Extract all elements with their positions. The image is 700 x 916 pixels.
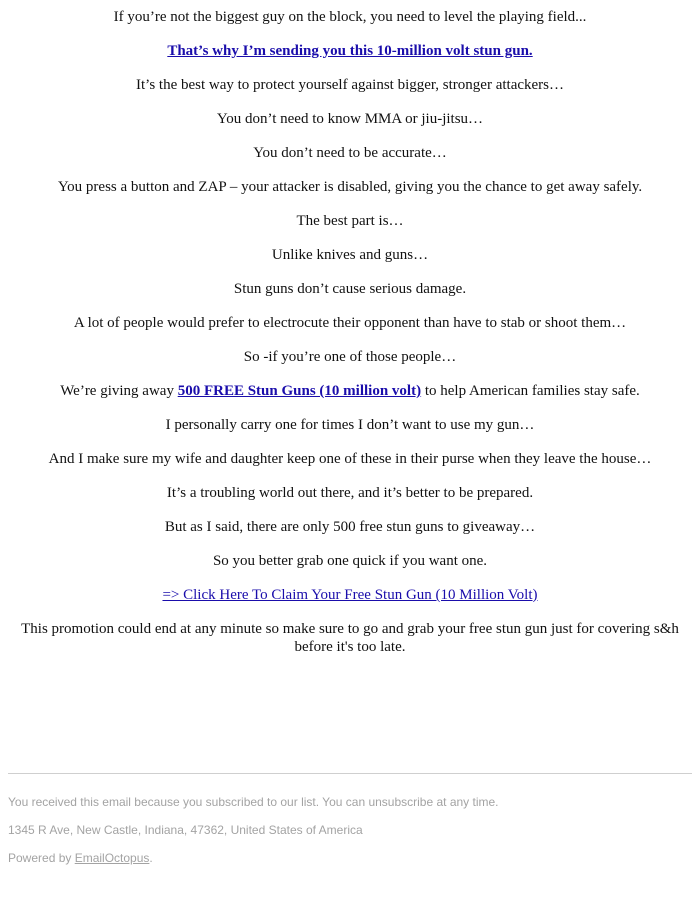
paragraph-no-accuracy: You don’t need to be accurate… [253, 145, 447, 161]
paragraph-best-way: It’s the best way to protect yourself against bigger, stronger attackers… [135, 77, 565, 93]
paragraph-no-damage: Stun guns don’t cause serious damage. [233, 281, 467, 297]
giveaway-text-before: We’re giving away [60, 383, 178, 399]
free-stun-guns-link[interactable]: 500 FREE Stun Guns (10 million volt) [177, 383, 422, 399]
powered-by-period: . [149, 851, 153, 865]
paragraph-promotion: This promotion could end at any minute so make sure to go and grab your free stun gun just for covering s&h before it's too late. [21, 621, 679, 655]
claim-stun-gun-link[interactable]: => Click Here To Claim Your Free Stun Gun (10 Million Volt) [162, 587, 538, 603]
paragraph-stun-gun-offer [8, 42, 692, 60]
paragraph-giveaway [8, 382, 692, 400]
paragraph-knives-guns: Unlike knives and guns… [271, 247, 429, 263]
paragraph-only-500: But as I said, there are only 500 free stun guns to giveaway… [164, 519, 536, 535]
paragraph-best-part: The best part is… [296, 213, 404, 229]
powered-by-label: Powered by [8, 851, 75, 865]
footer-divider [8, 773, 692, 774]
paragraph-wife-daughter: And I make sure my wife and daughter keep one of these in their purse when they leave the house… [48, 451, 652, 467]
paragraph-grab-quick: So you better grab one quick if you want one. [212, 553, 488, 569]
email-footer [8, 795, 692, 879]
footer-powered-by [8, 851, 692, 865]
paragraph-press-button: You press a button and ZAP – your attacker is disabled, giving you the chance to get away safely. [57, 179, 643, 195]
email-content [8, 0, 692, 656]
stun-gun-offer-link[interactable]: That’s why I’m sending you this 10-million volt stun gun. [167, 43, 533, 59]
paragraph-level-field: If you’re not the biggest guy on the block, you need to level the playing field... [113, 9, 587, 25]
paragraph-troubling-world: It’s a troubling world out there, and it’s better to be prepared. [166, 485, 534, 501]
email-body [8, 0, 692, 865]
paragraph-no-mma: You don’t need to know MMA or jiu-jitsu… [216, 111, 484, 127]
paragraph-electrocute: A lot of people would prefer to electrocute their opponent than have to stab or shoot them… [73, 315, 627, 331]
footer-subscribed-text: You received this email because you subscribed to our list. You can unsubscribe at any time. [8, 795, 499, 809]
paragraph-those-people: So -if you’re one of those people… [243, 349, 457, 365]
footer-address: 1345 R Ave, New Castle, Indiana, 47362, United States of America [8, 823, 363, 837]
emailoctopus-link[interactable]: EmailOctopus [74, 851, 150, 865]
paragraph-cta [8, 586, 692, 604]
paragraph-personally-carry: I personally carry one for times I don’t want to use my gun… [165, 417, 535, 433]
giveaway-text-after: to help American families stay safe. [421, 383, 640, 399]
